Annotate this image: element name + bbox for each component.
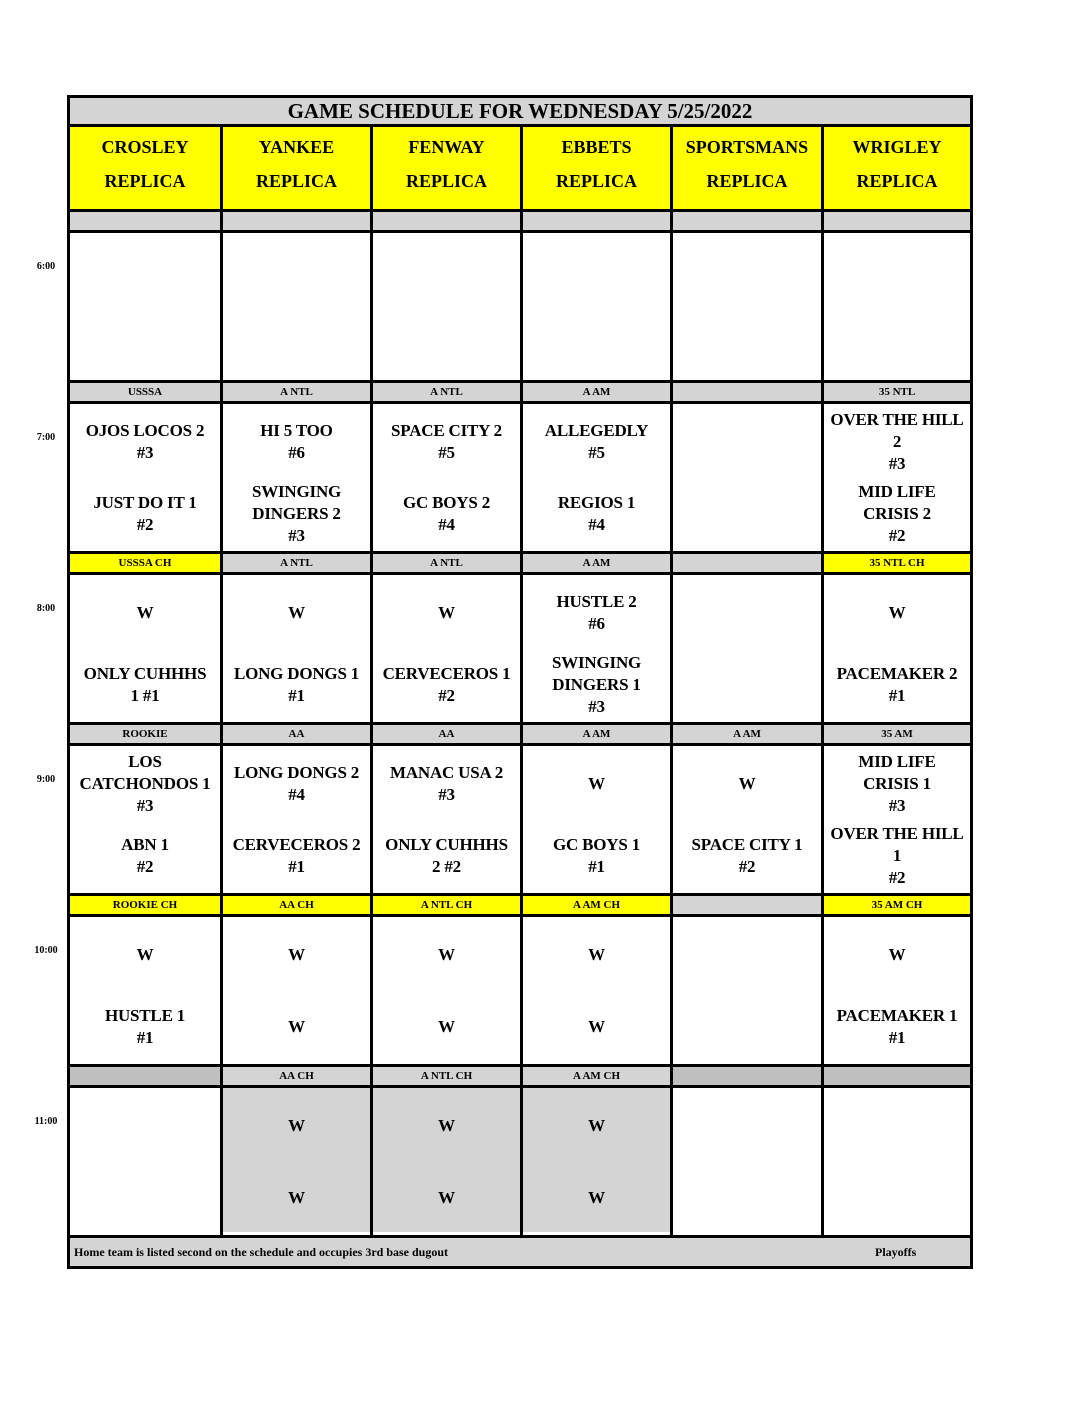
division-label: 35 NTL CH xyxy=(824,554,970,572)
park-subtitle: REPLICA xyxy=(104,171,186,191)
away-team: W xyxy=(136,603,154,622)
game-cell xyxy=(70,746,220,890)
away-team: W xyxy=(738,774,756,793)
division-label: A NTL CH xyxy=(373,1067,520,1085)
grid-line xyxy=(70,1235,970,1238)
game-cell xyxy=(824,233,970,377)
time-label: 9:00 xyxy=(36,774,56,785)
away-team: MID LIFE CRISIS 1 #3 xyxy=(858,752,936,815)
home-team: SPACE CITY 1 #2 xyxy=(691,835,803,876)
home-team: HUSTLE 1 #1 xyxy=(104,1006,186,1047)
home-team xyxy=(824,311,970,375)
division-label: A NTL CH xyxy=(373,896,520,914)
game-cell xyxy=(523,233,670,377)
away-team: OVER THE HILL 2 #3 xyxy=(830,410,964,473)
home-team: ONLY CUHHHS 2 #2 xyxy=(385,835,508,876)
game-cell xyxy=(70,233,220,377)
home-team: W xyxy=(588,1188,605,1207)
away-team: OJOS LOCOS 2 #3 xyxy=(85,421,205,462)
home-team: PACEMAKER 2 #1 xyxy=(836,664,958,705)
game-cell xyxy=(673,1088,821,1232)
away-team xyxy=(673,923,821,987)
division-label xyxy=(373,212,520,230)
home-team xyxy=(673,482,821,546)
home-team: ONLY CUHHHS 1 #1 xyxy=(83,664,207,705)
away-team xyxy=(223,239,370,303)
home-team xyxy=(673,995,821,1059)
home-team xyxy=(70,311,220,375)
division-label xyxy=(673,896,821,914)
game-cell xyxy=(523,917,670,1061)
game-cell xyxy=(223,575,370,719)
game-cell xyxy=(824,575,970,719)
division-label xyxy=(673,383,821,401)
away-team: W xyxy=(888,945,906,964)
grid-line xyxy=(821,127,824,1235)
home-team: W xyxy=(288,1188,305,1207)
division-label: ROOKIE CH xyxy=(70,896,220,914)
grid-line xyxy=(370,127,373,1235)
home-team: CERVECEROS 1 #2 xyxy=(382,664,511,705)
away-team xyxy=(373,239,520,303)
away-team xyxy=(70,239,220,303)
home-team xyxy=(523,311,670,375)
away-team: W xyxy=(438,945,455,964)
division-label xyxy=(523,212,670,230)
away-team xyxy=(824,1094,970,1158)
home-team: LONG DONGS 1 #1 xyxy=(233,664,360,705)
division-label: A AM CH xyxy=(523,896,670,914)
division-label: 35 NTL xyxy=(824,383,970,401)
game-cell xyxy=(223,404,370,548)
away-team: W xyxy=(888,603,906,622)
playoffs-label: Playoffs xyxy=(875,1245,917,1259)
away-team: SPACE CITY 2 #5 xyxy=(391,421,502,462)
home-team: JUST DO IT 1 #2 xyxy=(93,493,197,534)
park-subtitle: REPLICA xyxy=(706,171,788,191)
game-cell xyxy=(673,917,821,1061)
park-header xyxy=(824,127,970,212)
away-team: LONG DONGS 2 #4 xyxy=(233,763,360,804)
schedule-table xyxy=(67,95,973,1269)
game-cell xyxy=(373,917,520,1061)
division-label: A NTL xyxy=(223,383,370,401)
away-team xyxy=(673,581,821,645)
home-team: REGIOS 1 #4 xyxy=(557,493,636,534)
park-name: EBBETS xyxy=(561,137,632,157)
game-cell xyxy=(523,575,670,719)
away-team: ALLEGEDLY #5 xyxy=(544,421,649,462)
away-team xyxy=(70,1094,220,1158)
game-cell xyxy=(373,404,520,548)
park-subtitle: REPLICA xyxy=(255,171,337,191)
division-label: A AM xyxy=(523,383,670,401)
park-subtitle: REPLICA xyxy=(555,171,637,191)
away-team xyxy=(673,1094,821,1158)
home-team: MID LIFE CRISIS 2 #2 xyxy=(858,482,936,545)
division-label xyxy=(673,212,821,230)
game-cell xyxy=(673,404,821,548)
division-label: AA CH xyxy=(223,1067,370,1085)
division-label: A NTL xyxy=(373,554,520,572)
home-team: GC BOYS 2 #4 xyxy=(403,493,490,534)
park-name: CROSLEY xyxy=(101,137,189,157)
division-label xyxy=(824,1067,970,1085)
park-name: YANKEE xyxy=(258,137,335,157)
division-label xyxy=(673,554,821,572)
away-team xyxy=(673,239,821,303)
home-team: W xyxy=(438,1188,455,1207)
park-subtitle: REPLICA xyxy=(856,171,938,191)
home-team: SWINGING DINGERS 2 #3 xyxy=(251,482,342,545)
away-team xyxy=(523,239,670,303)
park-header xyxy=(373,127,520,212)
schedule-footer xyxy=(70,1238,970,1266)
game-cell xyxy=(373,575,520,719)
division-label: 35 AM xyxy=(824,725,970,743)
division-label xyxy=(673,1067,821,1085)
grid-line xyxy=(670,127,673,1235)
division-label: AA xyxy=(373,725,520,743)
away-team: HUSTLE 2 #6 xyxy=(556,592,637,633)
home-team-note: Home team is listed second on the schedule and occupies 3rd base dugout xyxy=(74,1245,449,1259)
home-team: W xyxy=(288,1017,305,1036)
time-label: 8:00 xyxy=(36,603,56,614)
game-cell xyxy=(673,233,821,377)
home-team xyxy=(70,1166,220,1230)
home-team: CERVECEROS 2 #1 xyxy=(232,835,361,876)
game-cell xyxy=(824,917,970,1061)
division-label: A AM xyxy=(523,554,670,572)
away-team: W xyxy=(588,1116,605,1135)
division-label: USSSA xyxy=(70,383,220,401)
division-label: 35 AM CH xyxy=(824,896,970,914)
park-header xyxy=(223,127,370,212)
division-label: A NTL xyxy=(223,554,370,572)
game-cell xyxy=(523,746,670,890)
division-label: AA CH xyxy=(223,896,370,914)
home-team: GC BOYS 1 #1 xyxy=(553,835,640,876)
game-cell xyxy=(223,746,370,890)
game-cell xyxy=(70,575,220,719)
game-cell xyxy=(70,1088,220,1232)
game-cell xyxy=(70,917,220,1061)
away-team: W xyxy=(588,774,605,793)
home-team xyxy=(373,311,520,375)
division-label xyxy=(824,212,970,230)
away-team: LOS CATCHONDOS 1 #3 xyxy=(79,752,211,815)
park-header xyxy=(673,127,821,212)
home-team xyxy=(223,311,370,375)
game-cell xyxy=(70,404,220,548)
home-team: SWINGING DINGERS 1 #3 xyxy=(551,653,642,716)
game-cell xyxy=(373,1088,520,1232)
home-team xyxy=(824,1166,970,1230)
park-name: SPORTSMANS xyxy=(685,137,809,157)
game-cell xyxy=(373,746,520,890)
time-label: 10:00 xyxy=(34,945,58,956)
home-team xyxy=(673,653,821,717)
division-label: A NTL xyxy=(373,383,520,401)
away-team: MANAC USA 2 #3 xyxy=(389,763,504,804)
away-team: W xyxy=(588,945,605,964)
park-name: WRIGLEY xyxy=(852,137,942,157)
game-cell xyxy=(824,404,970,548)
grid-line xyxy=(520,127,523,1235)
home-team: PACEMAKER 1 #1 xyxy=(836,1006,958,1047)
division-label: AA xyxy=(223,725,370,743)
division-label xyxy=(70,212,220,230)
game-cell xyxy=(824,1088,970,1232)
schedule-title: GAME SCHEDULE FOR WEDNESDAY 5/25/2022 xyxy=(70,98,970,127)
division-label: A AM xyxy=(523,725,670,743)
division-label: A AM CH xyxy=(523,1067,670,1085)
away-team xyxy=(673,410,821,474)
away-team: W xyxy=(136,945,154,964)
time-label: 7:00 xyxy=(36,432,56,443)
away-team: W xyxy=(288,603,305,622)
division-label xyxy=(223,212,370,230)
division-label: USSSA CH xyxy=(70,554,220,572)
park-name: FENWAY xyxy=(408,137,485,157)
game-cell xyxy=(673,746,821,890)
away-team: W xyxy=(438,603,455,622)
home-team xyxy=(673,311,821,375)
game-cell xyxy=(523,1088,670,1232)
game-cell xyxy=(223,917,370,1061)
game-cell xyxy=(523,404,670,548)
time-label: 11:00 xyxy=(34,1116,58,1127)
home-team: ABN 1 #2 xyxy=(121,835,169,876)
park-header xyxy=(70,127,220,212)
division-label: ROOKIE xyxy=(70,725,220,743)
away-team: W xyxy=(288,945,305,964)
park-subtitle: REPLICA xyxy=(405,171,487,191)
home-team xyxy=(673,1166,821,1230)
away-team: HI 5 TOO #6 xyxy=(260,421,333,462)
away-team: W xyxy=(288,1116,305,1135)
game-cell xyxy=(223,233,370,377)
division-label: A AM xyxy=(673,725,821,743)
home-team: W xyxy=(438,1017,455,1036)
away-team xyxy=(824,239,970,303)
home-team: OVER THE HILL 1 #2 xyxy=(830,824,964,887)
game-cell xyxy=(824,746,970,890)
game-cell xyxy=(373,233,520,377)
grid-line xyxy=(220,127,223,1235)
game-cell xyxy=(223,1088,370,1232)
away-team: W xyxy=(438,1116,455,1135)
game-cell xyxy=(673,575,821,719)
time-label: 6:00 xyxy=(36,261,56,272)
home-team: W xyxy=(588,1017,605,1036)
park-header xyxy=(523,127,670,212)
division-label xyxy=(70,1067,220,1085)
